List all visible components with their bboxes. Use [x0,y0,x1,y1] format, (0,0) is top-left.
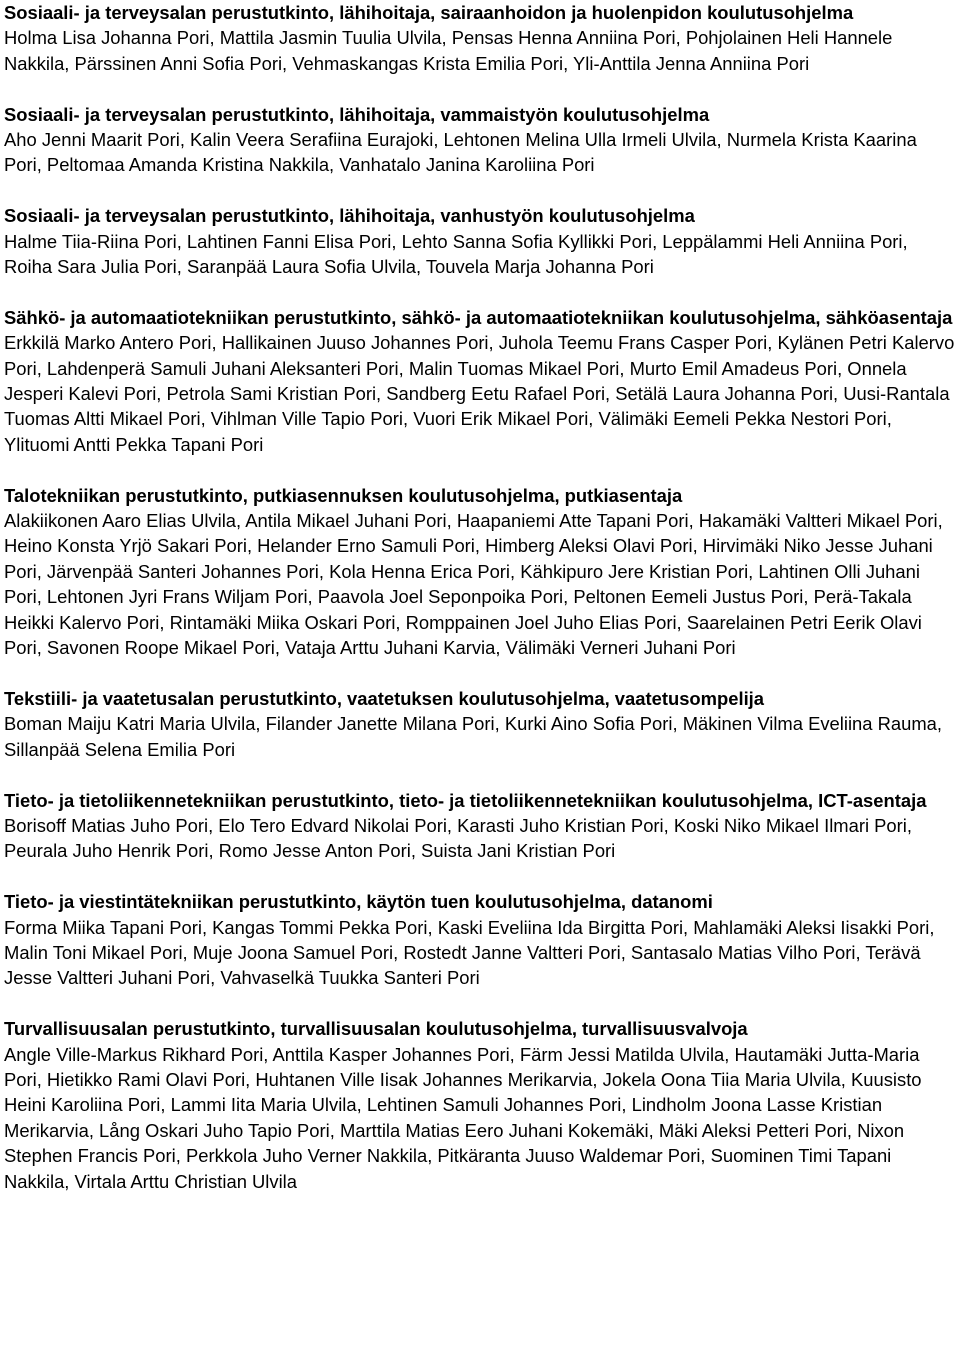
section-heading: Sosiaali- ja terveysalan perustutkinto, lähihoitaja, vanhustyön koulutusohjelma [4,205,695,227]
section-heading: Turvallisuusalan perustutkinto, turvallisuusalan koulutusohjelma, turvallisuusvalvoja [4,1018,748,1040]
section-security [4,1016,958,1194]
graduate-list: Boman Maiju Katri Maria Ulvila, Filander Janette Milana Pori, Kurki Aino Sofia Pori, Mäkinen Vilma Eveliina Rauma, Sillanpää Selena Emilia Pori [4,713,942,760]
section-heading: Tieto- ja viestintätekniikan perustutkinto, käytön tuen koulutusohjelma, datanomi [4,891,713,913]
graduate-list: Halme Tiia-Riina Pori, Lahtinen Fanni Elisa Pori, Lehto Sanna Sofia Kyllikki Pori, Leppälammi Heli Anniina Pori, Roiha Sara Julia Pori, Saranpää Laura Sofia Ulvila, Touvela Marja Johanna Pori [4,230,908,278]
graduate-list: Aho Jenni Maarit Pori, Kalin Veera Serafiina Eurajoki, Lehtonen Melina Ulla Irmeli Ulvila, Nurmela Krista Kaarina Pori, Peltomaa Amanda Kristina Nakkila, Vanhatalo Janina Karoliina Pori [4,129,917,176]
section-heading: Sosiaali- ja terveysalan perustutkinto, lähihoitaja, sairaanhoidon ja huolenpidon koulutusohjelma [4,2,854,23]
section-garment [4,686,958,762]
section-heading: Sähkö- ja automaatiotekniikan perustutkinto, sähkö- ja automaatiotekniikan koulutusohjelma, sähköasentaja [4,306,953,328]
section-disability-work [4,102,958,178]
section-heading: Tekstiili- ja vaatetusalan perustutkinto, vaatetuksen koulutusohjelma, vaatetusompelija [4,687,765,709]
section-heading: Sosiaali- ja terveysalan perustutkinto, lähihoitaja, vammaistyön koulutusohjelma [4,103,710,125]
section-heading: Tieto- ja tietoliikennetekniikan perustutkinto, tieto- ja tietoliikennetekniikan koulutusohjelma, ICT-asentaja [4,789,927,811]
section-datanomi [4,889,958,991]
section-ict-installer [4,788,958,864]
document-body [4,0,958,1194]
section-nursing-care [4,0,958,76]
graduate-list: Forma Miika Tapani Pori, Kangas Tommi Pekka Pori, Kaski Eveliina Ida Birgitta Pori, Mahlamäki Aleksi Iisakki Pori, Malin Toni Mikael Pori, Muje Joona Samuel Pori, Rostedt Janne Valtteri Pori, Santasalo Matias Vilho Pori, Terävä Jesse Valtteri Juhani Pori, Vahvaselkä Tuukka Santeri Pori [4,916,935,989]
graduate-list: Borisoff Matias Juho Pori, Elo Tero Edvard Nikolai Pori, Karasti Juho Kristian Pori, Koski Niko Mikael Ilmari Pori, Peurala Juho Henrik Pori, Romo Jesse Anton Pori, Suista Jani Kristian Pori [4,814,912,862]
graduate-list: Erkkilä Marko Antero Pori, Hallikainen Juuso Johannes Pori, Juhola Teemu Frans Casper Pori, Kylänen Petri Kalervo Pori, Lahdenperä Samuli Juhani Aleksanteri Pori, Malin Tuomas Mikael Pori, Murto Emil Amadeus Pori, Onnela Jesperi Kalevi Pori, Petrola Sami Kristian Pori, Sandberg Eetu Rafael Pori, Setälä Laura Johanna Pori, Uusi-Rantala Tuomas Altti Mikael Pori, Vihlman Ville Tapio Pori, Vuori Erik Mikael Pori, Välimäki Eemeli Pekka Nestori Pori, Ylituomi Antti Pekka Tapani Pori [4,332,955,455]
section-plumber [4,483,958,661]
section-electrician [4,305,958,457]
section-heading: Talotekniikan perustutkinto, putkiasennuksen koulutusohjelma, putkiasentaja [4,484,683,506]
graduate-list: Alakiikonen Aaro Elias Ulvila, Antila Mikael Juhani Pori, Haapaniemi Atte Tapani Pori, Hakamäki Valtteri Mikael Pori, Heino Konsta Yrjö Sakari Pori, Helander Erno Samuli Pori, Himberg Aleksi Olavi Pori, Hirvimäki Niko Jesse Juhani Pori, Järvenpää Santeri Johannes Pori, Kola Henna Erica Pori, Kähkipuro Jere Kristian Pori, Lahtinen Olli Juhani Pori, Lehtonen Jyri Frans Wiljam Pori, Paavola Joel Seponpoika Pori, Peltonen Eemeli Justus Pori, Perä-Takala Heikki Kalervo Pori, Rintamäki Miika Oskari Pori, Romppainen Joel Juho Elias Pori, Saarelainen Petri Eerik Olavi Pori, Savonen Roope Mikael Pori, Vataja Arttu Juhani Karvia, Välimäki Verneri Juhani Pori [4,510,943,659]
graduate-list: Angle Ville-Markus Rikhard Pori, Anttila Kasper Johannes Pori, Färm Jessi Matilda Ulvila, Hautamäki Jutta-Maria Pori, Hietikko Rami Olavi Pori, Huhtanen Ville Iisak Johannes Merikarvia, Jokela Oona Tiia Maria Ulvila, Kuusisto Heini Karoliina Pori, Lammi Iita Maria Ulvila, Lehtinen Samuli Johannes Pori, Lindholm Joona Lasse Kristian Merikarvia, Lång Oskari Juho Tapio Pori, Marttila Matias Eero Juhani Kokemäki, Mäki Aleksi Petteri Pori, Nixon Stephen Francis Pori, Perkkola Juho Verner Nakkila, Pitkäranta Juuso Waldemar Pori, Suominen Timi Tapani Nakkila, Virtala Arttu Christian Ulvila [4,1043,922,1192]
graduate-list: Holma Lisa Johanna Pori, Mattila Jasmin Tuulia Ulvila, Pensas Henna Anniina Pori, Pohjolainen Heli Hannele Nakkila, Pärssinen Anni Sofia Pori, Vehmaskangas Krista Emilia Pori, Yli-Anttila Jenna Anniina Pori [4,27,893,74]
section-elderly-care [4,203,958,279]
